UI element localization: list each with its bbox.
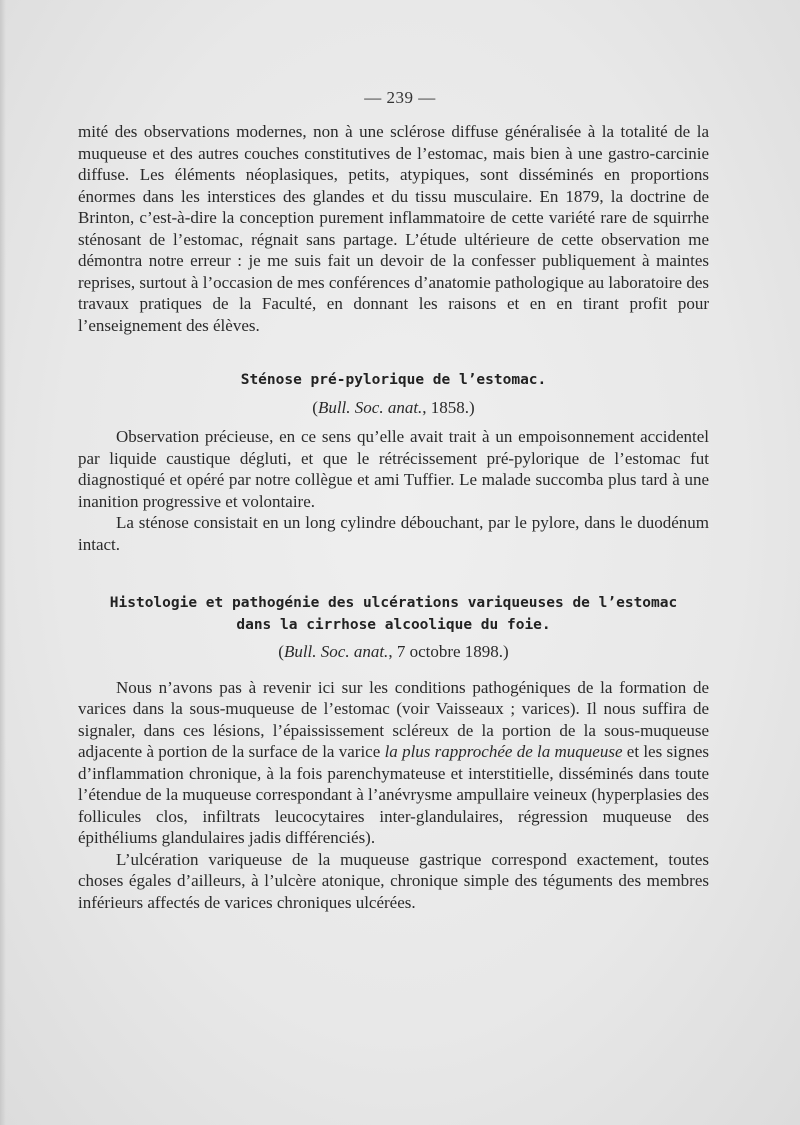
section1-paragraph: La sténose consistait en un long cylindre débouchant, par le pylore, dans le duodénum intact. xyxy=(78,513,709,554)
section-title-histologie xyxy=(78,593,709,636)
section2-paragraph: L’ulcération variqueuse de la muqueuse gastrique correspond exactement, toutes choses égales d’ailleurs, à l’ulcère atonique, chronique simple des téguments des membres inférieurs affectés de varices chroniques ulcérées. xyxy=(78,849,709,912)
paragraph-text: et les signes d’inflammation chronique, à la fois parenchymateuse et interstitielle, disséminés dans toute l’étendue de la muqueuse correspondant à l’anévrysme ampullaire veineux (hyperplasies des follicules clos, infiltrats leucocytaires inter-glandulaires, régression muqueuse des épithéliums glandulaires jadis différenciés). xyxy=(78,742,710,847)
reference-journal: Bull. Soc. anat. xyxy=(317,397,423,417)
page-number: — 239 — xyxy=(364,88,436,107)
reference-open: ( xyxy=(312,397,318,417)
paragraph-text: Nous n’avons pas à revenir ici sur les conditions pathogéniques de la formation de varices dans la sous-muqueuse de l’estomac (voir Vaisseaux ; varices). Il nous suffira de signaler, dans ces lésions, l’épaississement scléreux de la portion de la sous-muqueuse adjacente à portion de la surface de la varice xyxy=(78,677,709,761)
section2-paragraph xyxy=(78,677,709,849)
section1-paragraph: Observation précieuse, en ce sens qu’elle avait trait à un empoisonnement accidentel par liquide caustique dégluti, et que le rétrécissement pré-pylorique de l’estomac fut diagnostiqué et opéré par notre collègue et ami Tuffier. Le malade succomba plus tard à une inanition progressive et volontaire. xyxy=(78,427,709,511)
section-title-line: dans la cirrhose alcoolique du foie. xyxy=(236,616,551,633)
section-reference-stenose xyxy=(78,397,709,419)
page-body xyxy=(78,121,709,913)
reference-date: , 1858.) xyxy=(422,397,475,417)
section-title-stenose: Sténose pré-pylorique de l’estomac. xyxy=(240,372,547,388)
intro-paragraph: mité des observations modernes, non à une sclérose diffuse généralisée à la totalité de la muqueuse et des autres couches constitutives de l’estomac, mais bien à une gastro-carcinie diffuse. Les éléments néoplasiques, petits, atypiques, sont disséminés en proportions énormes dans les interstices des glandes et du tissu musculaire. En 1879, la doctrine de Brinton, c’est-à-dire la conception purement inflammatoire de cette variété rare de squirrhe sténosant de l’estomac, régnait sans partage. L’étude ultérieure de cette observation me démontra notre erreur : je me suis fait un devoir de la confesser publiquement à maintes reprises, surtout à l’occasion de mes conférences d’anatomie pathologique au laboratoire des travaux pratiques de la Faculté, en donnant les raisons et en en tirant profit pour l’enseignement des élèves. xyxy=(78,122,709,335)
reference-date: , 7 octobre 1898.) xyxy=(388,642,509,661)
paragraph-italic-text: la plus rapprochée de la muqueuse xyxy=(384,742,623,761)
reference-journal: Bull. Soc. anat. xyxy=(283,642,389,661)
section-title-line: Histologie et pathogénie des ulcérations variqueuses de l’estomac xyxy=(109,595,678,611)
reference-open: ( xyxy=(278,642,284,661)
section-reference-histologie xyxy=(78,641,709,663)
